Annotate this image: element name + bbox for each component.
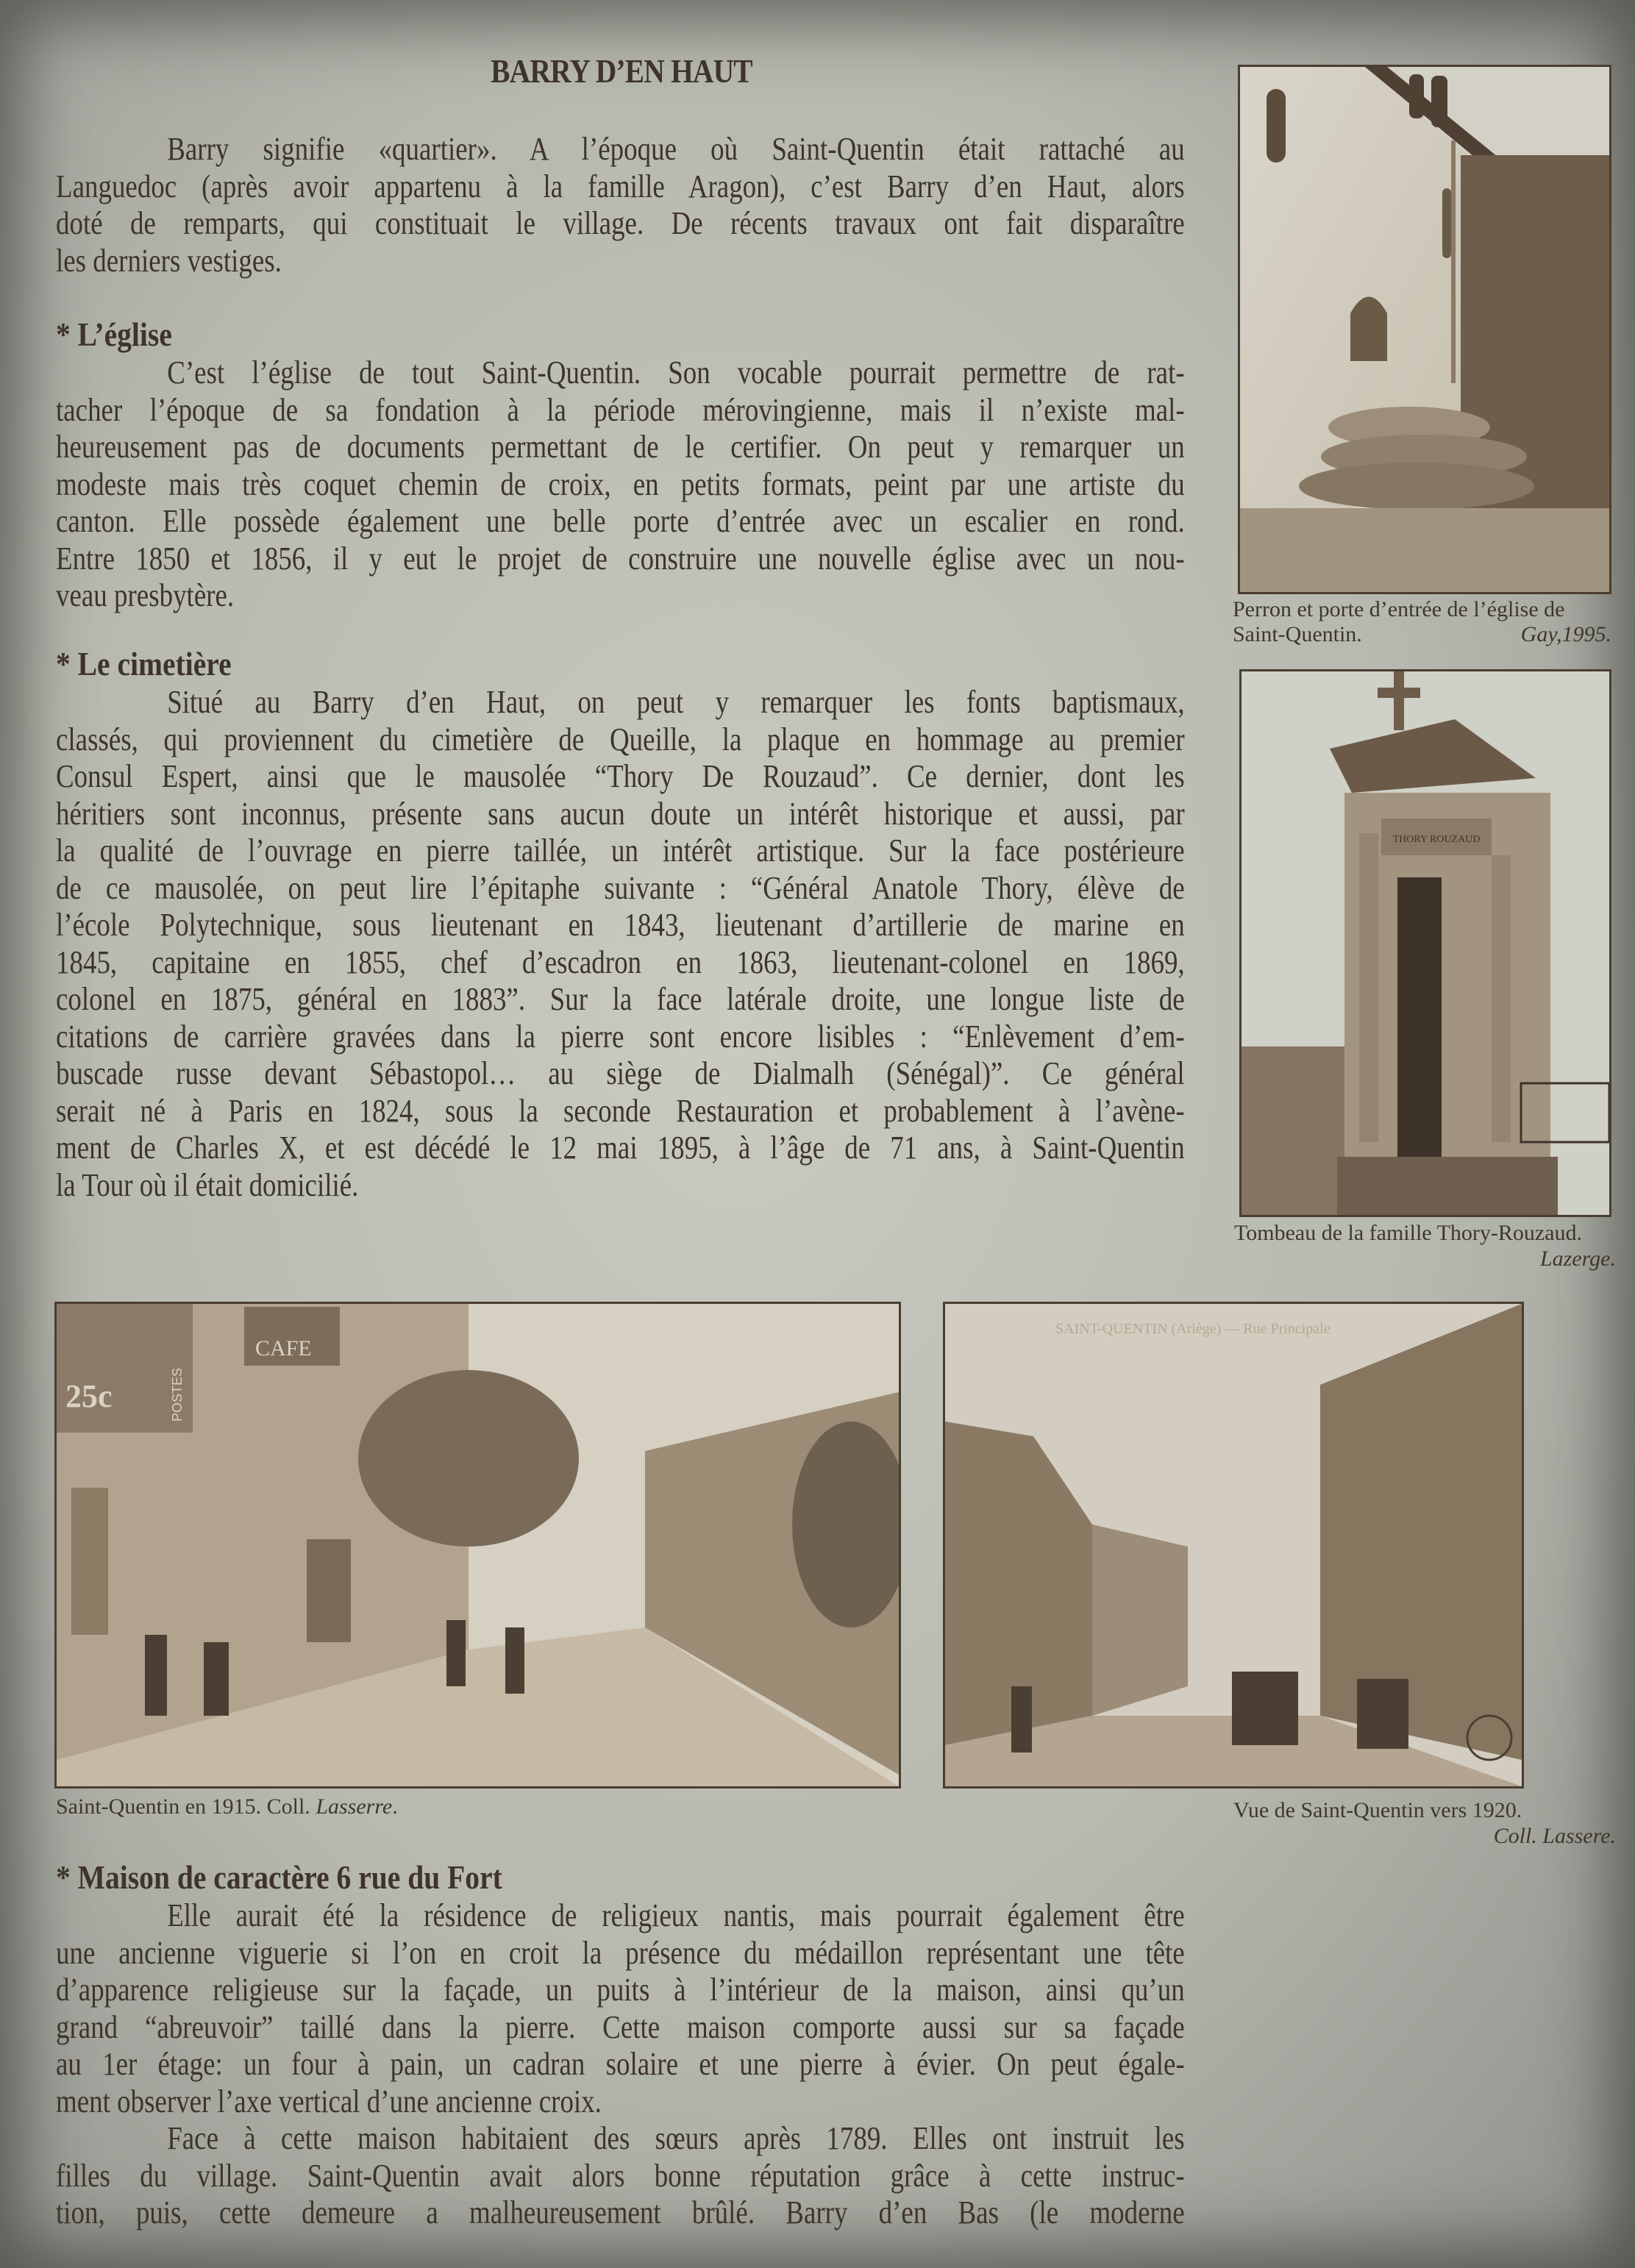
caption-period: . — [392, 1794, 398, 1819]
caption-text: Saint-Quentin en 1915. Coll. — [56, 1794, 316, 1819]
street-1915-photo — [54, 1302, 901, 1789]
postcard-header: SAINT-QUENTIN (Ariège) — Rue Principale — [1055, 1321, 1331, 1337]
text-line: filles du village. Saint-Quentin avait alors bonne réputation grâce à cette instruc- — [56, 2157, 1185, 2194]
street-1915-caption — [56, 1794, 398, 1819]
section-maison — [56, 1858, 1185, 2232]
text-line: 1845, capitaine en 1855, chef d’escadron en 1863, lieutenant-colonel en 1869, — [56, 944, 1185, 980]
text-line: Elle aurait été la résidence de religieux nantis, mais pourrait également être — [167, 1897, 1185, 1933]
text-line: citations de carrière gravées dans la pierre sont encore lisibles : “Enlèvement d’em- — [56, 1018, 1185, 1055]
section-cimetiere — [56, 644, 1185, 1204]
text-line: Entre 1850 et 1856, il y eut le projet de construire une nouvelle église avec un nou- — [56, 540, 1185, 577]
section-heading: * L’église — [56, 315, 172, 353]
church-entrance-photo — [1238, 65, 1611, 594]
street-1920-photo — [943, 1302, 1524, 1789]
photo-credit: Gay,1995. — [1520, 622, 1611, 646]
text-line: Consul Espert, ainsi que le mausolée “Thory De Rouzaud”. Ce dernier, dont les — [56, 758, 1185, 794]
text-line: ment de Charles X, et est décédé le 12 mai 1895, à l’âge de 71 ans, à Saint-Quentin — [56, 1130, 1185, 1166]
text-line: Languedoc (après avoir appartenu à la famille Aragon), c’est Barry d’en Haut, alors — [56, 168, 1185, 204]
street-1920-caption: Vue de Saint-Quentin vers 1920. — [1233, 1798, 1522, 1822]
text-line: les derniers vestiges. — [56, 242, 282, 279]
text-line: Face à cette maison habitaient des sœurs après 1789. Elles ont instruit les — [167, 2120, 1185, 2156]
cafe-sign: CAFE — [255, 1336, 312, 1361]
text-line: heureusement pas de documents permettant de le certifier. On peut y remarquer un — [56, 429, 1185, 465]
street-1920-credit — [1494, 1824, 1616, 1849]
tomb-image — [1242, 671, 1609, 1215]
text-line: canton. Elle possède également une belle porte d’entrée avec un escalier en rond. — [56, 503, 1185, 539]
section-heading: * Le cimetière — [56, 645, 232, 682]
church-photo-caption-line1: Perron et porte d’entrée de l’église de — [1233, 597, 1565, 621]
page-title: BARRY D’EN HAUT — [491, 52, 752, 90]
street-1920-image — [945, 1304, 1522, 1786]
text-line: buscade russe devant Sébastopol… au siège de Dialmalh (Sénégal)”. Ce général — [56, 1055, 1185, 1091]
text-line: de ce mausolée, on peut lire l’épitaphe suivante : “Général Anatole Thory, élève de — [56, 869, 1185, 906]
text-line: Situé au Barry d’en Haut, on peut y remarquer les fonts baptismaux, — [167, 684, 1185, 720]
street-1915-image — [57, 1304, 899, 1786]
stamp-label: POSTES — [170, 1367, 185, 1422]
church-photo-caption-line2: Saint-Quentin. — [1233, 622, 1362, 646]
text-line: classés, qui proviennent du cimetière de Queille, la plaque en hommage au premier — [56, 721, 1185, 757]
photo-credit: Lasserre — [316, 1794, 393, 1819]
text-line: grand “abreuvoir” taillé dans la pierre. Cette maison comporte aussi sur sa façade — [56, 2008, 1185, 2045]
photo-credit: Lazerge. — [1539, 1247, 1616, 1271]
church-photo-credit — [1521, 622, 1611, 647]
tomb-photo — [1239, 669, 1611, 1217]
text-line: au 1er étage: un four à pain, un cadran solaire et une pierre à évier. On peut égale- — [56, 2046, 1185, 2082]
text-line: la qualité de l’ouvrage en pierre taillée, un intérêt artistique. Sur la face postérieure — [56, 832, 1185, 869]
text-line: l’école Polytechnique, sous lieutenant en 1843, lieutenant d’artillerie de marine en — [56, 907, 1185, 943]
text-line: la Tour où il était domicilié. — [56, 1166, 359, 1203]
text-line: colonel en 1875, général en 1883”. Sur la face latérale droite, une longue liste de — [56, 981, 1185, 1017]
text-line: tion, puis, cette demeure a malheureusement brûlé. Barry d’en Bas (le moderne — [56, 2194, 1185, 2230]
text-line: ment observer l’axe vertical d’une ancienne croix. — [56, 2083, 602, 2119]
tomb-photo-credit — [1540, 1247, 1616, 1272]
intro-paragraph — [56, 131, 1185, 279]
text-line: modeste mais très coquet chemin de croix, en petits formats, peint par une artiste du — [56, 466, 1185, 502]
text-line: héritiers sont inconnus, présente sans aucun doute un intérêt historique et aussi, par — [56, 795, 1185, 832]
text-line: doté de remparts, qui constituait le village. De récents travaux ont fait disparaître — [56, 205, 1185, 241]
text-line: veau presbytère. — [56, 577, 235, 613]
text-line: Barry signifie «quartier». A l’époque où Saint-Quentin était rattaché au — [167, 131, 1185, 167]
photo-credit: Coll. Lassere. — [1493, 1824, 1616, 1848]
tomb-photo-caption: Tombeau de la famille Thory-Rouzaud. — [1234, 1221, 1583, 1245]
text-line: serait né à Paris en 1824, sous la seconde Restauration et probablement à l’avène- — [56, 1092, 1185, 1129]
stamp-value: 25c — [65, 1378, 113, 1414]
text-line: d’apparence religieuse sur la façade, un puits à l’intérieur de la maison, ainsi qu’un — [56, 1972, 1185, 2008]
text-line: une ancienne viguerie si l’on en croit la présence du médaillon représentant une tête — [56, 1934, 1185, 1971]
text-line: C’est l’église de tout Saint-Quentin. Son vocable pourrait permettre de rat- — [167, 354, 1185, 391]
church-entrance-image — [1240, 67, 1609, 592]
section-eglise — [56, 315, 1185, 615]
tomb-plaque-text: THORY ROUZAUD — [1392, 834, 1481, 845]
text-line: tacher l’époque de sa fondation à la période mérovingienne, mais il n’existe mal- — [56, 391, 1185, 428]
section-heading: * Maison de caractère 6 rue du Fort — [56, 1858, 502, 1896]
